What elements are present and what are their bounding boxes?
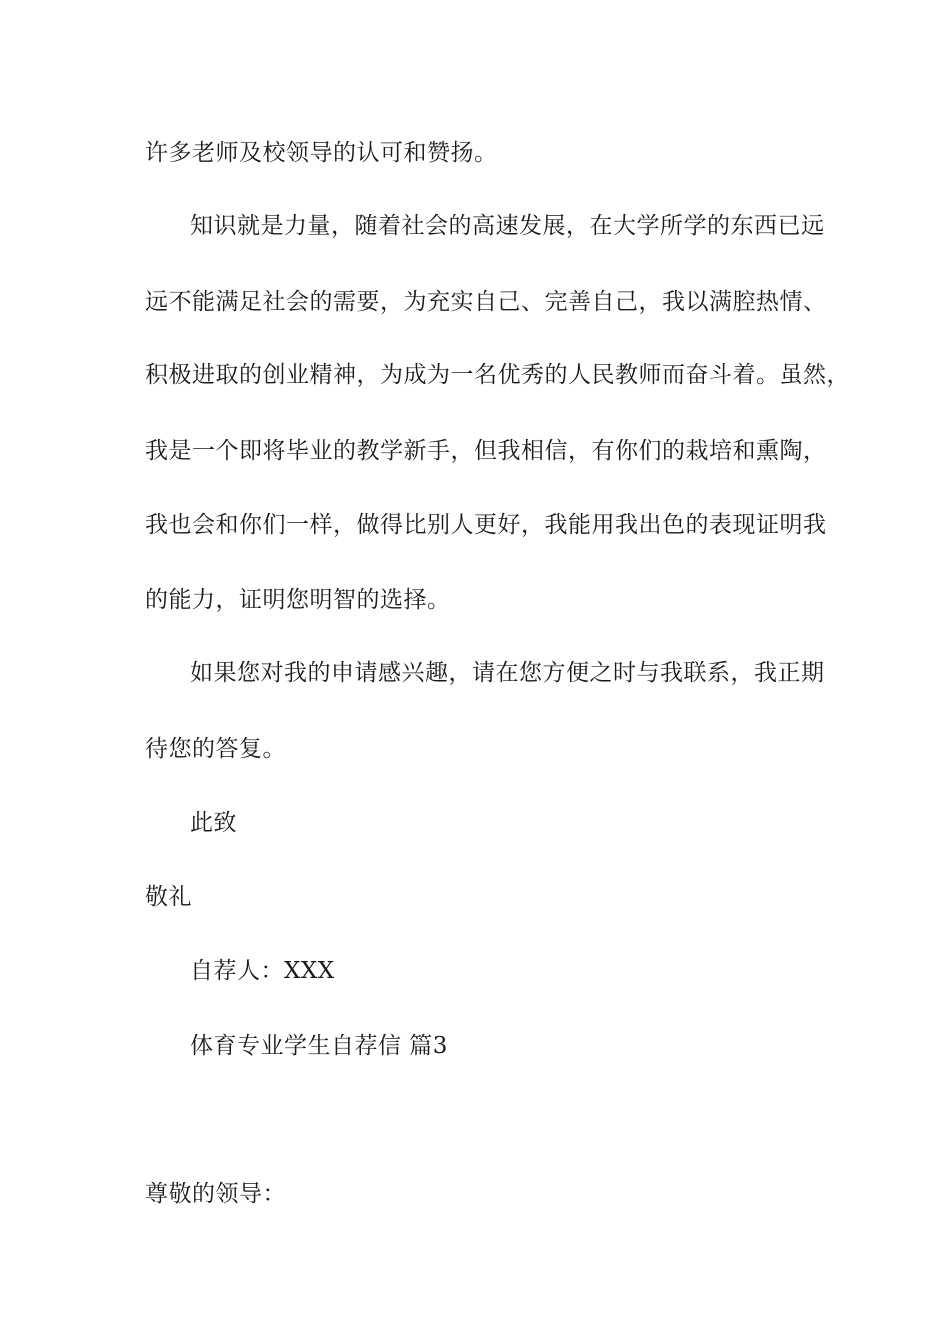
paragraph-line: 我是一个即将毕业的教学新手，但我相信，有你们的栽培和熏陶， (145, 438, 827, 464)
paragraph-line: 许多老师及校领导的认可和赞扬。 (145, 140, 498, 166)
paragraph-line: 积极进取的创业精神，为成为一名优秀的人民教师而奋斗着。虽然， (145, 362, 850, 388)
paragraph-line: 的能力，证明您明智的选择。 (145, 587, 451, 613)
closing-salutation: 此致 (190, 810, 237, 836)
paragraph-line: 知识就是力量，随着社会的高速发展，在大学所学的东西已远 (190, 213, 825, 239)
section-title: 体育专业学生自荐信 篇3 (190, 1033, 448, 1059)
paragraph-line: 如果您对我的申请感兴趣，请在您方便之时与我联系，我正期 (190, 660, 825, 686)
paragraph-line: 待您的答复。 (145, 736, 286, 762)
closing-regards: 敬礼 (145, 884, 192, 910)
paragraph-line: 远不能满足社会的需要，为充实自己、完善自己，我以满腔热情、 (145, 289, 827, 315)
greeting-line: 尊敬的领导： (145, 1181, 286, 1207)
paragraph-line: 我也会和你们一样，做得比别人更好，我能用我出色的表现证明我 (145, 512, 827, 538)
signature-line: 自荐人：XXX (190, 958, 335, 984)
